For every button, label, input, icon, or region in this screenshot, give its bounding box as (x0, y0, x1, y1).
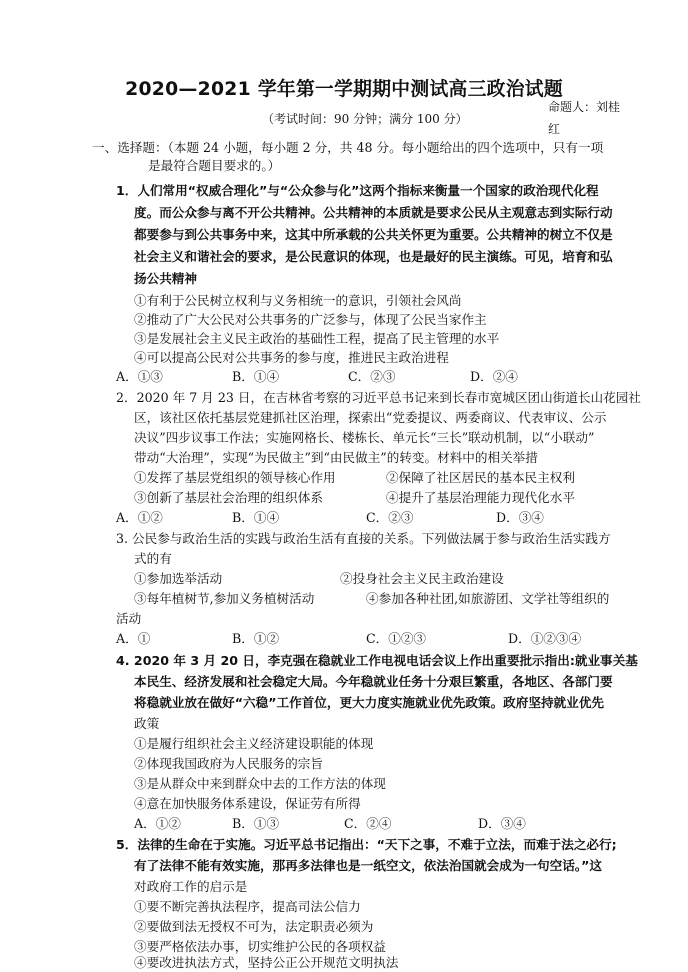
q3-item: ①参加选举活动 (134, 571, 223, 586)
q4-item: ①是履行组织社会主义经济建设职能的体现 (134, 736, 374, 751)
q4-option-a: A．①② (134, 816, 181, 831)
q4-item: ④意在加快服务体系建设，保证劳有所得 (134, 796, 361, 811)
q4-option-b: B．①③ (232, 816, 280, 831)
section-heading: 一、选择题：（本题 24 小题，每小题 2 分，共 48 分。每小题给出的四个选项中，只有一项 (92, 140, 604, 155)
q3-item: ③每年植树节,参加义务植树活动 (134, 591, 315, 606)
q4-item: ③是从群众中来到群众中去的工作方法的体现 (134, 776, 386, 791)
q1-item: ②推动了广大公民对公共事务的广泛参与，体现了公民当家作主 (134, 312, 487, 327)
page-title: 2020—2021 学年第一学期期中测试高三政治试题 (125, 79, 563, 100)
q4-option-c: C．②④ (344, 816, 392, 831)
q1-item: ①有利于公民树立权利与义务相统一的意识，引领社会风尚 (134, 293, 462, 308)
q3-item-continued: 活动 (116, 611, 142, 626)
q5-stem-line: 5．法律的生命在于实施。习近平总书记指出：“天下之事，不难于立法，而难于法之必行; (116, 837, 617, 852)
q1-option-a: A．①③ (116, 369, 163, 384)
q5-stem-line: 有了法律不能有效实施，那再多法律也是一纸空文，依法治国就会成为一句空话。”这 (134, 858, 602, 873)
author-label: 命题人：刘桂 (548, 100, 621, 114)
q1-option-c: C．②③ (348, 369, 396, 384)
q2-option-b: B．①④ (232, 510, 280, 525)
q2-option-c: C．②③ (366, 510, 414, 525)
q2-item: ①发挥了基层党组织的领导核心作用 (134, 470, 336, 485)
q1-item: ④可以提高公民对公共事务的参与度，推进民主政治进程 (134, 350, 449, 365)
q3-stem-line: 3. 公民参与政治生活的实践与政治生活有直接的关系。下列做法属于参与政治生活实践方 (116, 531, 611, 546)
q2-item: ③创新了基层社会治理的组织体系 (134, 490, 323, 505)
q2-option-d: D．③④ (496, 510, 544, 525)
q4-stem-line: 4. 2020 年 3 月 20 日，李克强在稳就业工作电视电话会议上作出重要批示指出:就业事关基 (116, 653, 638, 668)
q1-stem-line: 度。而公众参与离不开公共精神。公共精神的本质就是要求公民从主观意志到实际行动 (134, 205, 613, 220)
q2-stem-line: 2．2020 年 7 月 23 日，在吉林省考察的习近平总书记来到长春市宽城区团山街道长山花园社 (116, 390, 641, 405)
q4-stem-line: 本民生、经济发展和社会稳定大局。今年稳就业任务十分艰巨繁重，各地区、各部门要 (134, 674, 613, 689)
q1-stem-line: 都要参与到公共事务中来，这其中所承载的公共关怀更为重要。公共精神的树立不仅是 (134, 227, 613, 242)
q3-option-b: B．①② (232, 631, 280, 646)
q3-option-a: A．① (116, 631, 151, 646)
q1-option-d: D．②④ (470, 369, 518, 384)
q4-item: ②体现我国政府为人民服务的宗旨 (134, 756, 323, 771)
q3-option-c: C．①②③ (366, 631, 427, 646)
q2-stem-line: 带动“大治理”，实现“为民做主”到“由民做主”的转变。材料中的相关举措 (134, 450, 538, 465)
q3-item: ④参加各种社团,如旅游团、文学社等组织的 (366, 591, 610, 606)
q3-stem-line: 式的有 (134, 551, 172, 566)
section-heading-continued: 是最符合题目要求的。） (148, 158, 281, 173)
q1-stem-line: 社会主义和谐社会的要求，是公民意识的体现，也是最好的民主演练。可见，培育和弘 (134, 249, 613, 264)
q5-item: ①要不断完善执法程序，提高司法公信力 (134, 899, 361, 914)
q4-stem-line: 将稳就业放在做好“六稳”工作首位，更大力度实施就业优先政策。政府坚持就业优先 (134, 695, 604, 710)
q2-option-a: A．①② (116, 510, 163, 525)
q5-item: ②要做到法无授权不可为，法定职责必须为 (134, 919, 374, 934)
q5-item: ④要改进执法方式，坚持公正公开规范文明执法 (134, 955, 399, 970)
q3-option-d: D．①②③④ (508, 631, 582, 646)
q1-stem-line: 1．人们常用“权威合理化”与“公众参与化”这两个指标来衡量一个国家的政治现代化程 (116, 183, 599, 198)
q1-stem-line: 扬公共精神 (134, 271, 197, 286)
q2-item: ④提升了基层治理能力现代化水平 (386, 490, 575, 505)
q4-option-d: D．③④ (478, 816, 526, 831)
author-label-continued: 红 (548, 122, 561, 136)
q2-stem-line: 区，该社区依托基层党建抓社区治理，探索出“党委提议、两委商议、代表审议、公示 (134, 410, 607, 425)
q2-item: ②保障了社区居民的基本民主权利 (386, 470, 575, 485)
q4-stem-line: 政策 (134, 716, 160, 731)
q2-stem-line: 决议”四步议事工作法；实施网格长、楼栋长、单元长“三长”联动机制，以“小联动” (134, 430, 595, 445)
q3-item: ②投身社会主义民主政治建设 (340, 571, 504, 586)
exam-info: （考试时间：90 分钟；满分 100 分） (262, 112, 468, 126)
q1-option-b: B．①④ (232, 369, 280, 384)
q5-item: ③要严格依法办事，切实维护公民的各项权益 (134, 939, 386, 954)
q1-item: ③是发展社会主义民主政治的基础性工程，提高了民主管理的水平 (134, 331, 500, 346)
q5-stem-line: 对政府工作的启示是 (134, 879, 248, 894)
